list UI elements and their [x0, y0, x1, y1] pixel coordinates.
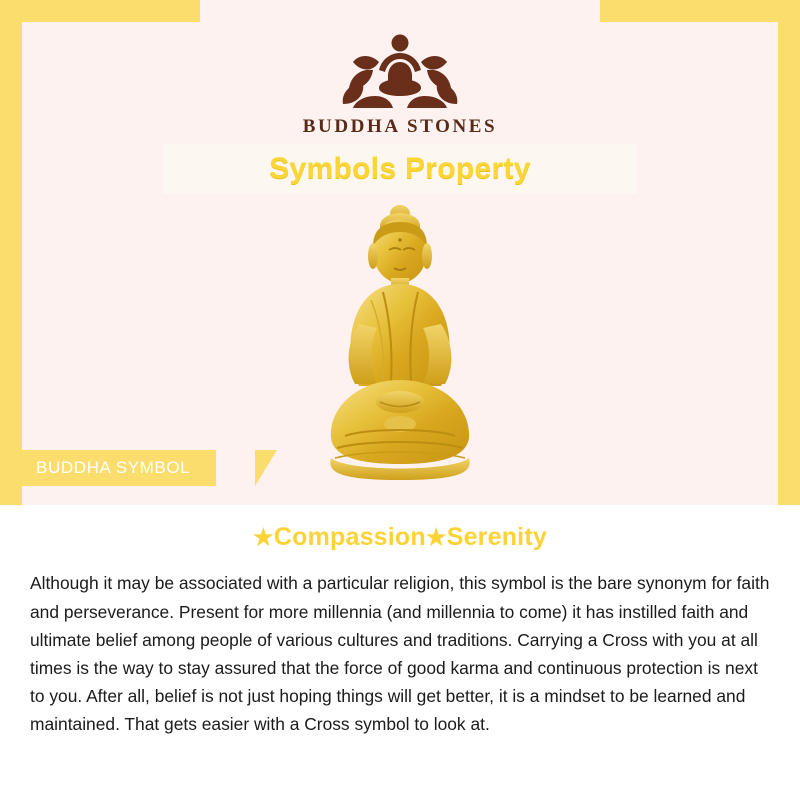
lotus-meditation-icon: [315, 26, 485, 112]
content-panel: [0, 505, 800, 800]
seated-buddha-icon: [285, 196, 515, 496]
section-headline: [30, 523, 770, 552]
brand-logo: [0, 26, 800, 138]
title-banner: [163, 144, 637, 194]
section-body-text: Although it may be associated with a particular religion, this symbol is the bare synonym for faith and perseverance. Present for more millennia (and millennia to come) it has instilled faith and ultimate belief among people of various cultures and traditions. Carrying a Cross with you at all times is the way to stay assured that the force of good karma and continuous protection is next to you. After all, belief is not just hoping things will get better, it is a mindset to be learned and maintained. That gets easier with a Cross symbol to look at.: [30, 573, 770, 735]
brand-name: BUDDHA STONES: [302, 116, 498, 137]
decorative-notch-right: [756, 0, 778, 22]
decorative-notch-left: [22, 0, 44, 22]
headline-word-serenity: Serenity: [446, 523, 547, 551]
star-icon-2: ★: [425, 524, 447, 550]
page-title: Symbols Property: [269, 152, 531, 185]
ribbon-label: BUDDHA SYMBOL: [36, 458, 191, 477]
section-ribbon: [0, 450, 216, 486]
star-icon-1: ★: [253, 524, 274, 550]
ribbon-tail: [255, 450, 277, 486]
headline-word-compassion: Compassion: [273, 523, 426, 551]
